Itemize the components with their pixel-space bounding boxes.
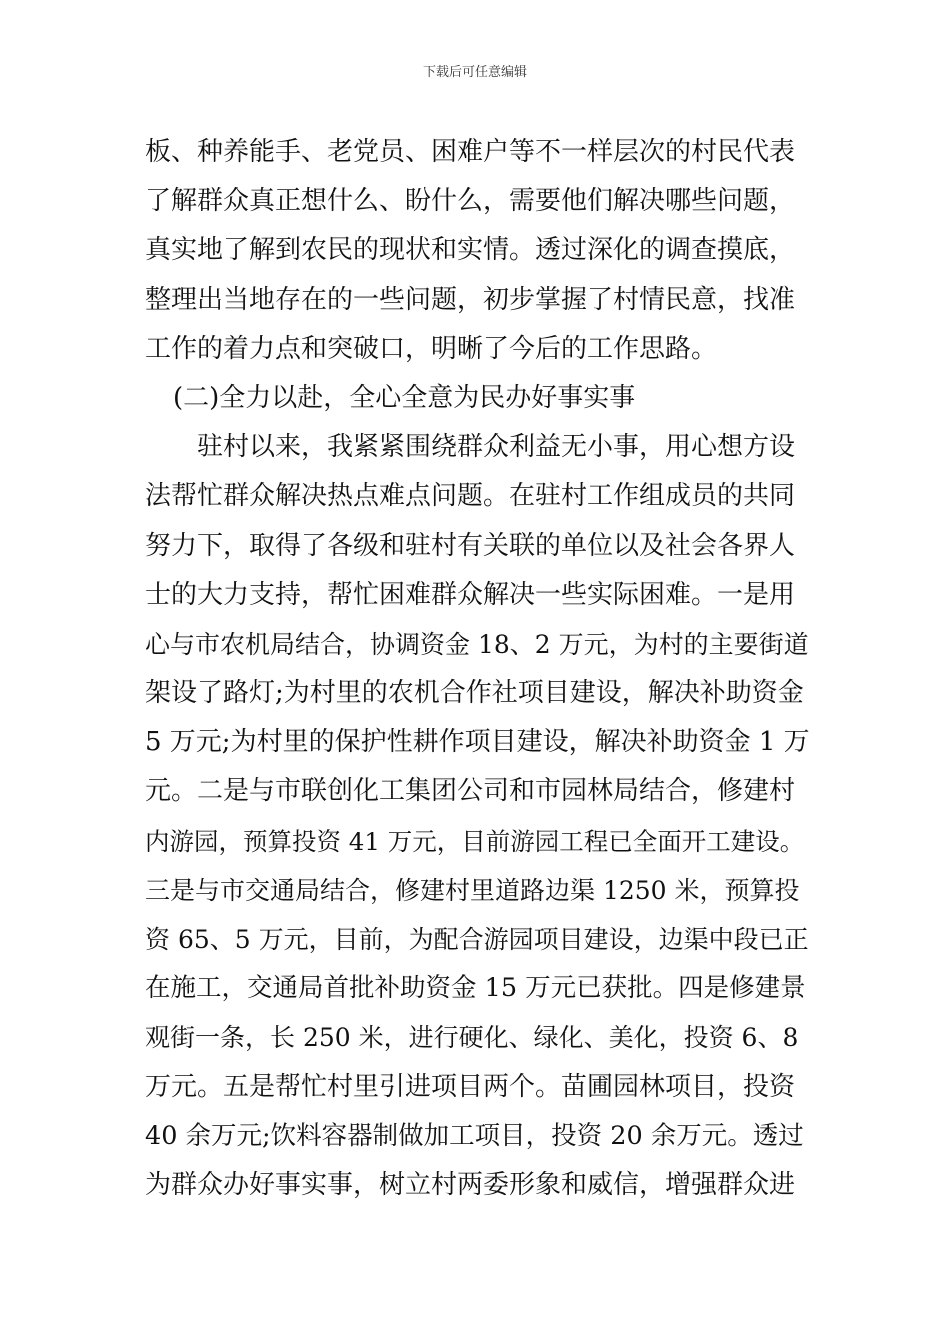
paragraph-line: 士的大力支持，帮忙困难群众解决一些实际困难。一是用 — [145, 579, 796, 610]
paragraph-line: 元。二是与市联创化工集团公司和市园林局结合，修建村 — [145, 776, 796, 807]
paragraph-line: 三是与市交通局结合，修建村里道路边渠 1250 米，预算投 — [145, 875, 800, 905]
paragraph-line: 整理出当地存在的一些问题，初步掌握了村情民意，找准 — [145, 284, 796, 315]
paragraph-line: 努力下，取得了各级和驻村有关联的单位以及社会各界人 — [145, 530, 796, 561]
paragraph-line: 内游园，预算投资 41 万元，目前游园工程已全面开工建设。 — [145, 826, 805, 856]
paragraph-line: 真实地了解到农民的现状和实情。透过深化的调查摸底， — [145, 235, 796, 266]
paragraph-line: 在施工，交通局首批补助资金 15 万元已获批。四是修建景 — [145, 973, 806, 1004]
section-heading: (二)全力以赴，全心全意为民办好事实事 — [173, 382, 636, 413]
paragraph-line: 40 余万元;饮料容器制做加工项目，投资 20 余万元。透过 — [145, 1120, 804, 1151]
paragraph-line: 工作的着力点和突破口，明晰了今后的工作思路。 — [145, 333, 718, 364]
paragraph-line: 架设了路灯;为村里的农机合作社项目建设，解决补助资金 — [145, 678, 804, 709]
page-header: 下载后可任意编辑 — [422, 65, 527, 80]
paragraph-line: 5 万元;为村里的保护性耕作项目建设，解决补助资金 1 万 — [145, 727, 810, 758]
paragraph-line: 为群众办好事实事，树立村两委形象和威信，增强群众进 — [145, 1169, 796, 1200]
paragraph-line: 心与市农机局结合，协调资金 18、2 万元，为村的主要街道 — [145, 629, 809, 659]
paragraph-line: 了解群众真正想什么、盼什么，需要他们解决哪些问题， — [145, 186, 796, 217]
paragraph-line: 观街一条，长 250 米，进行硬化、绿化、美化，投资 6、8 — [145, 1023, 799, 1053]
paragraph-line: 板、种养能手、老党员、困难户等不一样层次的村民代表 — [145, 137, 796, 167]
paragraph-line: 资 65、5 万元，目前，为配合游园项目建设，边渠中段已正 — [145, 925, 809, 954]
paragraph-line: 万元。五是帮忙村里引进项目两个。苗圃园林项目，投资 — [145, 1071, 796, 1102]
paragraph-line: 驻村以来，我紧紧围绕群众利益无小事，用心想方设 — [197, 432, 796, 463]
paragraph-line: 法帮忙群众解决热点难点问题。在驻村工作组成员的共同 — [145, 481, 796, 512]
document-body — [145, 128, 810, 1210]
